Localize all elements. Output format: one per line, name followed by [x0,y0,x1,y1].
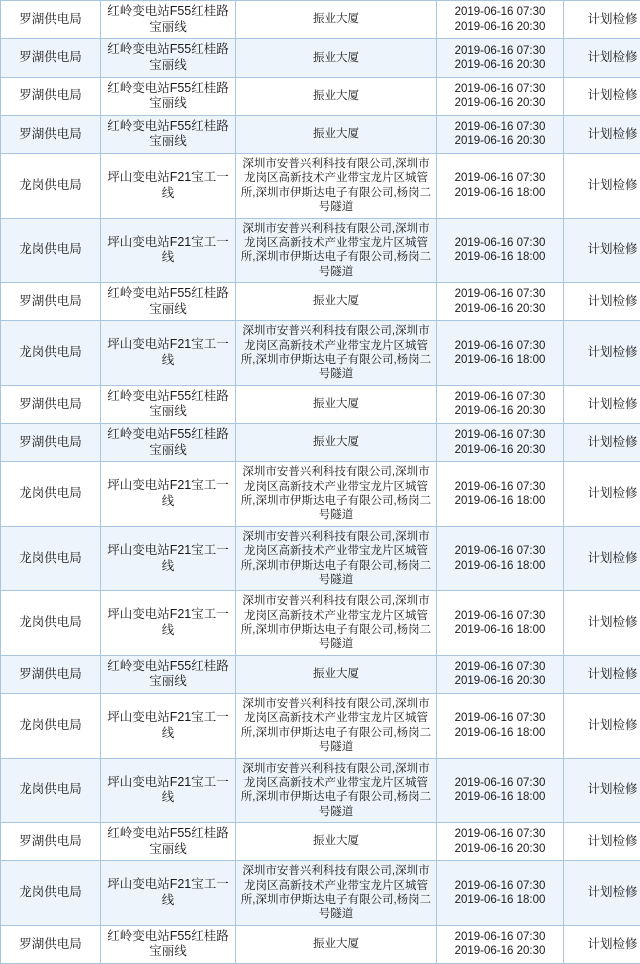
cell-outage-time [437,218,564,283]
table-row [1,218,640,283]
table-row [1,462,640,527]
table-row [1,424,640,462]
cell-outage-scope: 振业大厦 [236,925,437,963]
cell-outage-type: 计划检修 [564,823,640,861]
cell-outage-time [437,385,564,423]
table-row [1,39,640,77]
table-row [1,77,640,115]
cell-outage-type: 计划检修 [564,77,640,115]
cell-outage-type: 计划检修 [564,385,640,423]
outage-end-time: 2019-06-16 18:00 [439,893,561,907]
cell-outage-type: 计划检修 [564,283,640,321]
cell-outage-type: 计划检修 [564,424,640,462]
outage-start-time: 2019-06-16 07:30 [439,930,561,944]
cell-outage-line: 红岭变电站F55红桂路宝丽线 [101,823,236,861]
outage-start-time: 2019-06-16 07:30 [439,82,561,96]
cell-supply-bureau: 罗湖供电局 [1,823,101,861]
cell-outage-line: 红岭变电站F55红桂路宝丽线 [101,424,236,462]
cell-outage-scope: 振业大厦 [236,115,437,153]
outage-start-time: 2019-06-16 07:30 [439,287,561,301]
cell-outage-line: 坪山变电站F21宝工一线 [101,694,236,759]
cell-outage-scope: 深圳市安普兴利科技有限公司,深圳市龙岗区高新技术产业带宝龙片区城管所,深圳市伊斯达电子有限公司,杨岗二号隧道 [236,861,437,926]
cell-outage-line: 坪山变电站F21宝工一线 [101,462,236,527]
cell-outage-time [437,283,564,321]
cell-outage-line: 坪山变电站F21宝工一线 [101,321,236,386]
cell-supply-bureau: 龙岗供电局 [1,694,101,759]
outage-end-time: 2019-06-16 20:30 [439,443,561,457]
cell-outage-line: 坪山变电站F21宝工一线 [101,218,236,283]
cell-outage-type: 计划检修 [564,861,640,926]
outage-start-time: 2019-06-16 07:30 [439,390,561,404]
outage-start-time: 2019-06-16 07:30 [439,776,561,790]
table-row [1,154,640,219]
cell-outage-time [437,115,564,153]
cell-outage-line: 红岭变电站F55红桂路宝丽线 [101,77,236,115]
outage-start-time: 2019-06-16 07:30 [439,879,561,893]
cell-supply-bureau: 龙岗供电局 [1,526,101,591]
cell-outage-time [437,694,564,759]
cell-outage-type: 计划检修 [564,462,640,527]
cell-supply-bureau: 罗湖供电局 [1,283,101,321]
table-row [1,861,640,926]
cell-outage-time [437,823,564,861]
cell-supply-bureau: 罗湖供电局 [1,1,101,39]
cell-outage-type: 计划检修 [564,655,640,693]
cell-supply-bureau: 罗湖供电局 [1,655,101,693]
cell-outage-scope: 深圳市安普兴利科技有限公司,深圳市龙岗区高新技术产业带宝龙片区城管所,深圳市伊斯达电子有限公司,杨岗二号隧道 [236,591,437,656]
outage-start-time: 2019-06-16 07:30 [439,5,561,19]
cell-outage-scope: 深圳市安普兴利科技有限公司,深圳市龙岗区高新技术产业带宝龙片区城管所,深圳市伊斯达电子有限公司,杨岗二号隧道 [236,154,437,219]
cell-outage-type: 计划检修 [564,321,640,386]
cell-supply-bureau: 罗湖供电局 [1,424,101,462]
cell-outage-time [437,77,564,115]
cell-outage-time [437,758,564,823]
table-row [1,115,640,153]
cell-outage-type: 计划检修 [564,1,640,39]
outage-end-time: 2019-06-16 18:00 [439,186,561,200]
cell-outage-time [437,154,564,219]
cell-outage-type: 计划检修 [564,526,640,591]
cell-outage-type: 计划检修 [564,39,640,77]
outage-end-time: 2019-06-16 20:30 [439,134,561,148]
outage-end-time: 2019-06-16 18:00 [439,559,561,573]
table-row [1,694,640,759]
outage-start-time: 2019-06-16 07:30 [439,827,561,841]
cell-outage-type: 计划检修 [564,758,640,823]
cell-outage-line: 红岭变电站F55红桂路宝丽线 [101,655,236,693]
outage-start-time: 2019-06-16 07:30 [439,428,561,442]
outage-end-time: 2019-06-16 20:30 [439,404,561,418]
outage-end-time: 2019-06-16 18:00 [439,353,561,367]
cell-outage-scope: 深圳市安普兴利科技有限公司,深圳市龙岗区高新技术产业带宝龙片区城管所,深圳市伊斯达电子有限公司,杨岗二号隧道 [236,758,437,823]
outage-end-time: 2019-06-16 18:00 [439,790,561,804]
outage-start-time: 2019-06-16 07:30 [439,171,561,185]
cell-outage-time [437,424,564,462]
cell-outage-time [437,655,564,693]
outage-end-time: 2019-06-16 20:30 [439,944,561,958]
cell-outage-line: 红岭变电站F55红桂路宝丽线 [101,385,236,423]
table-row [1,823,640,861]
cell-outage-scope: 深圳市安普兴利科技有限公司,深圳市龙岗区高新技术产业带宝龙片区城管所,深圳市伊斯达电子有限公司,杨岗二号隧道 [236,321,437,386]
cell-outage-time [437,591,564,656]
cell-outage-scope: 振业大厦 [236,424,437,462]
cell-supply-bureau: 龙岗供电局 [1,321,101,386]
table-row [1,925,640,963]
cell-outage-scope: 振业大厦 [236,283,437,321]
cell-outage-line: 坪山变电站F21宝工一线 [101,758,236,823]
cell-supply-bureau: 龙岗供电局 [1,758,101,823]
outage-start-time: 2019-06-16 07:30 [439,236,561,250]
table-row [1,1,640,39]
outage-start-time: 2019-06-16 07:30 [439,711,561,725]
cell-outage-type: 计划检修 [564,218,640,283]
cell-outage-line: 坪山变电站F21宝工一线 [101,154,236,219]
cell-outage-scope: 振业大厦 [236,77,437,115]
outage-end-time: 2019-06-16 20:30 [439,20,561,34]
cell-outage-scope: 振业大厦 [236,1,437,39]
cell-outage-time [437,321,564,386]
cell-supply-bureau: 罗湖供电局 [1,925,101,963]
cell-outage-scope: 深圳市安普兴利科技有限公司,深圳市龙岗区高新技术产业带宝龙片区城管所,深圳市伊斯达电子有限公司,杨岗二号隧道 [236,694,437,759]
outage-start-time: 2019-06-16 07:30 [439,44,561,58]
cell-outage-line: 坪山变电站F21宝工一线 [101,591,236,656]
outage-end-time: 2019-06-16 20:30 [439,96,561,110]
cell-supply-bureau: 罗湖供电局 [1,39,101,77]
cell-supply-bureau: 龙岗供电局 [1,154,101,219]
table-row [1,526,640,591]
outage-start-time: 2019-06-16 07:30 [439,339,561,353]
cell-supply-bureau: 罗湖供电局 [1,385,101,423]
cell-outage-type: 计划检修 [564,154,640,219]
cell-outage-line: 坪山变电站F21宝工一线 [101,526,236,591]
cell-outage-time [437,462,564,527]
cell-outage-scope: 深圳市安普兴利科技有限公司,深圳市龙岗区高新技术产业带宝龙片区城管所,深圳市伊斯达电子有限公司,杨岗二号隧道 [236,526,437,591]
outage-start-time: 2019-06-16 07:30 [439,660,561,674]
outage-end-time: 2019-06-16 18:00 [439,494,561,508]
outage-end-time: 2019-06-16 20:30 [439,842,561,856]
cell-outage-time [437,925,564,963]
cell-outage-type: 计划检修 [564,694,640,759]
cell-outage-line: 红岭变电站F55红桂路宝丽线 [101,1,236,39]
cell-outage-scope: 振业大厦 [236,655,437,693]
cell-outage-line: 红岭变电站F55红桂路宝丽线 [101,925,236,963]
cell-outage-line: 坪山变电站F21宝工一线 [101,861,236,926]
outage-end-time: 2019-06-16 18:00 [439,250,561,264]
cell-outage-time [437,526,564,591]
cell-supply-bureau: 龙岗供电局 [1,591,101,656]
table-body [1,1,640,964]
table-row [1,283,640,321]
outage-end-time: 2019-06-16 18:00 [439,726,561,740]
cell-outage-scope: 深圳市安普兴利科技有限公司,深圳市龙岗区高新技术产业带宝龙片区城管所,深圳市伊斯达电子有限公司,杨岗二号隧道 [236,218,437,283]
cell-supply-bureau: 龙岗供电局 [1,462,101,527]
cell-supply-bureau: 罗湖供电局 [1,77,101,115]
cell-outage-time [437,39,564,77]
outage-end-time: 2019-06-16 20:30 [439,58,561,72]
cell-supply-bureau: 龙岗供电局 [1,218,101,283]
table-row [1,758,640,823]
cell-outage-scope: 振业大厦 [236,385,437,423]
cell-outage-type: 计划检修 [564,925,640,963]
cell-outage-time [437,1,564,39]
table-row [1,655,640,693]
cell-outage-time [437,861,564,926]
outage-end-time: 2019-06-16 18:00 [439,623,561,637]
cell-outage-type: 计划检修 [564,115,640,153]
outage-start-time: 2019-06-16 07:30 [439,544,561,558]
cell-supply-bureau: 罗湖供电局 [1,115,101,153]
table-row [1,321,640,386]
cell-outage-scope: 振业大厦 [236,823,437,861]
outage-start-time: 2019-06-16 07:30 [439,120,561,134]
cell-outage-type: 计划检修 [564,591,640,656]
cell-outage-scope: 深圳市安普兴利科技有限公司,深圳市龙岗区高新技术产业带宝龙片区城管所,深圳市伊斯达电子有限公司,杨岗二号隧道 [236,462,437,527]
cell-outage-scope: 振业大厦 [236,39,437,77]
outage-end-time: 2019-06-16 20:30 [439,302,561,316]
cell-outage-line: 红岭变电站F55红桂路宝丽线 [101,115,236,153]
outage-end-time: 2019-06-16 20:30 [439,674,561,688]
cell-supply-bureau: 龙岗供电局 [1,861,101,926]
outage-start-time: 2019-06-16 07:30 [439,609,561,623]
cell-outage-line: 红岭变电站F55红桂路宝丽线 [101,39,236,77]
outage-start-time: 2019-06-16 07:30 [439,480,561,494]
table-row [1,591,640,656]
table-row [1,385,640,423]
cell-outage-line: 红岭变电站F55红桂路宝丽线 [101,283,236,321]
